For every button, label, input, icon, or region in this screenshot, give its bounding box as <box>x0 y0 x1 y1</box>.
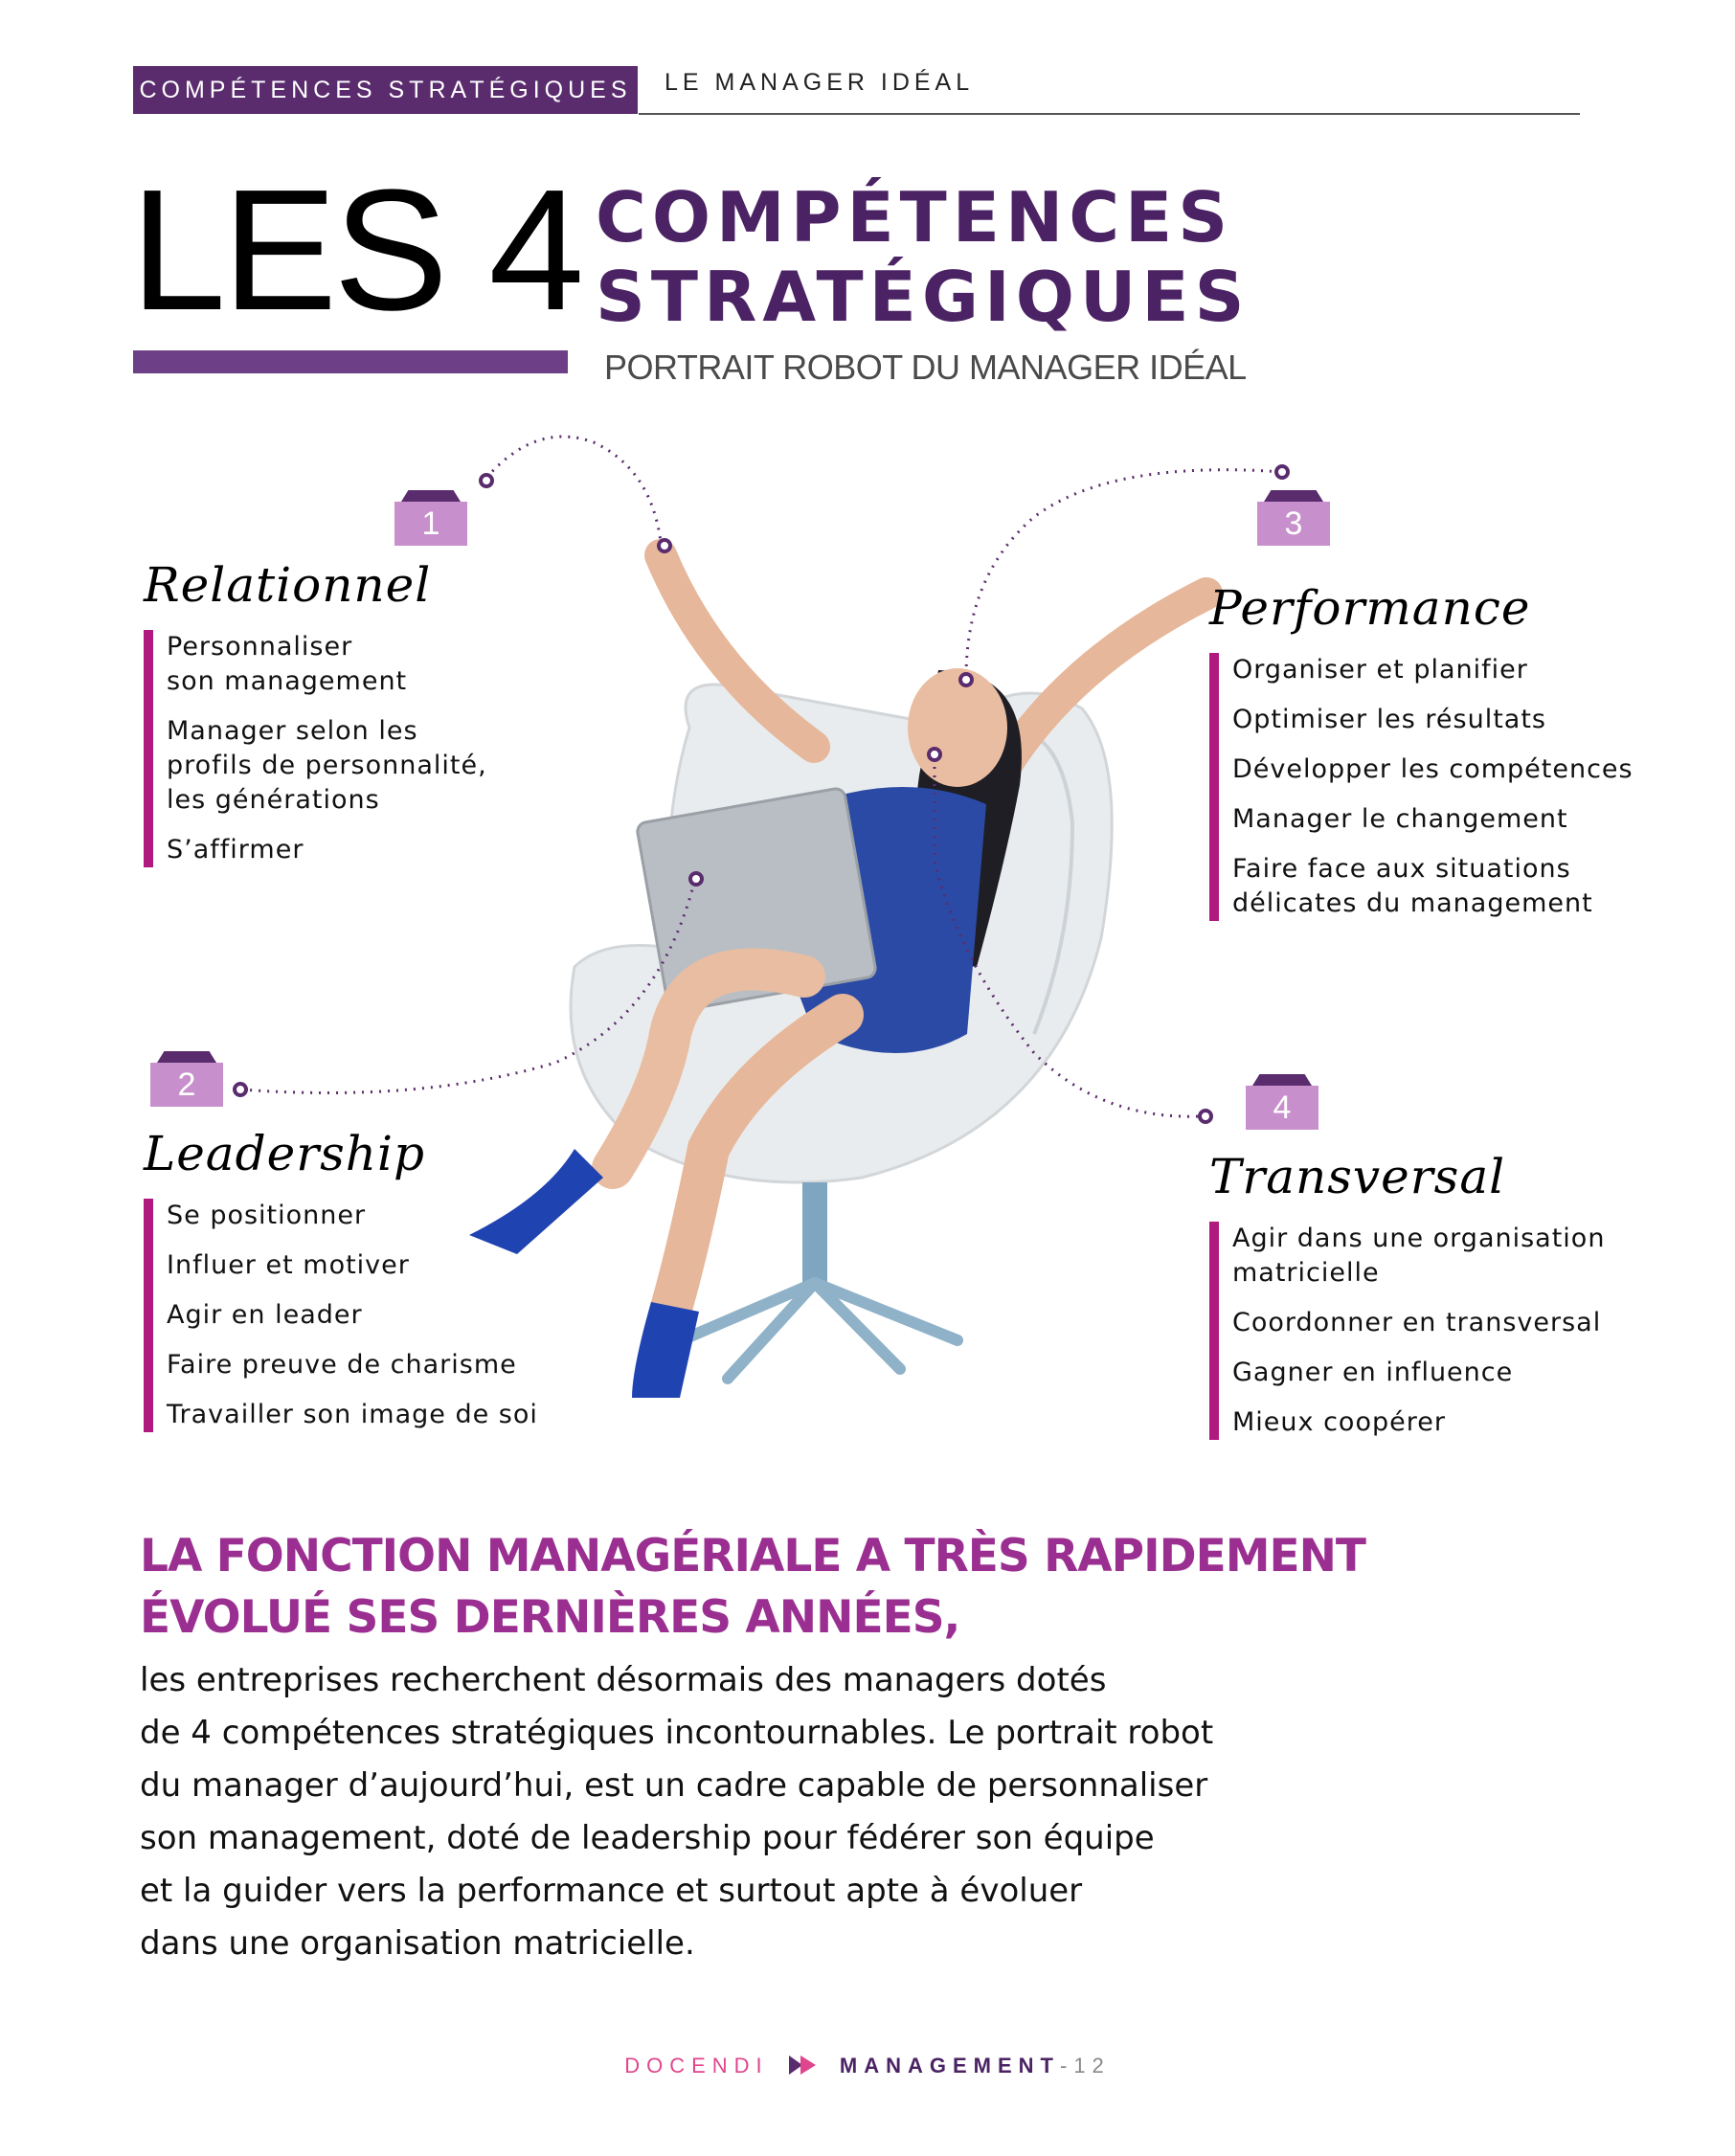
list-item: Manager le changement <box>1232 804 1568 834</box>
section-title: LE MANAGER IDÉAL <box>665 69 975 96</box>
list-relationnel <box>144 630 550 867</box>
list-item: Se positionner <box>167 1201 367 1230</box>
list-performance <box>1209 653 1673 921</box>
badge-1 <box>394 490 467 546</box>
page-number: -12 <box>1060 2054 1111 2077</box>
play-arrow-icon <box>787 2054 820 2077</box>
list-item: Personnaliser son management <box>167 632 408 696</box>
page-footer <box>0 2054 1735 2078</box>
list-transversal <box>1209 1222 1673 1440</box>
footer-magazine: MANAGEMENT <box>839 2054 1060 2077</box>
section-tag: COMPÉTENCES STRATÉGIQUES <box>133 66 638 114</box>
list-item: Agir dans une organisation matricielle <box>1232 1224 1606 1288</box>
list-item: Optimiser les résultats <box>1232 705 1546 734</box>
section-title-performance: Performance <box>1209 580 1531 636</box>
footer-brand: DOCENDI <box>624 2054 769 2077</box>
badge-4 <box>1246 1074 1318 1130</box>
list-item: Gagner en influence <box>1232 1358 1514 1387</box>
list-item: Coordonner en transversal <box>1232 1308 1602 1337</box>
section-title-leadership: Leadership <box>144 1126 425 1181</box>
title-big: LES 4 <box>130 154 581 347</box>
list-item: Développer les compétences <box>1232 754 1634 784</box>
list-item: Manager selon les profils de personnalité, les générations <box>167 716 487 815</box>
intro-headline: LA FONCTION MANAGÉRIALE A TRÈS RAPIDEMENT ÉVOLUÉ SES DERNIÈRES ANNÉES, <box>140 1530 1365 1644</box>
title-line2: STRATÉGIQUES <box>596 257 1251 337</box>
list-item: Organiser et planifier <box>1232 655 1528 685</box>
list-leadership <box>144 1199 588 1432</box>
badge-number: 4 <box>1246 1086 1318 1130</box>
badge-3 <box>1257 490 1330 546</box>
section-title-relationnel: Relationnel <box>144 557 432 613</box>
list-item: Faire face aux situations délicates du management <box>1232 854 1593 918</box>
badge-number: 3 <box>1257 502 1330 546</box>
list-item: Faire preuve de charisme <box>167 1350 517 1380</box>
list-item: Travailler son image de soi <box>167 1400 538 1429</box>
subtitle: PORTRAIT ROBOT DU MANAGER IDÉAL <box>604 348 1247 387</box>
badge-number: 1 <box>394 502 467 546</box>
list-item: Influer et motiver <box>167 1250 410 1280</box>
list-item: S’affirmer <box>167 835 304 865</box>
section-title-transversal: Transversal <box>1209 1149 1506 1204</box>
badge-number: 2 <box>150 1063 223 1107</box>
title-line1: COMPÉTENCES <box>596 177 1234 258</box>
list-item: Mieux coopérer <box>1232 1407 1446 1437</box>
list-item: Agir en leader <box>167 1300 363 1330</box>
intro-body: les entreprises recherchent désormais des managers dotés de 4 compétences stratégiques incontournables. Le portrait robot du manager d’aujourd’hui, est un cadre capable de personnaliser son management, doté de leadership pour fédérer son équipe et la guider vers la performance et surtout apte à évoluer dans une organisation matricielle. <box>140 1661 1214 1963</box>
badge-2 <box>150 1051 223 1107</box>
